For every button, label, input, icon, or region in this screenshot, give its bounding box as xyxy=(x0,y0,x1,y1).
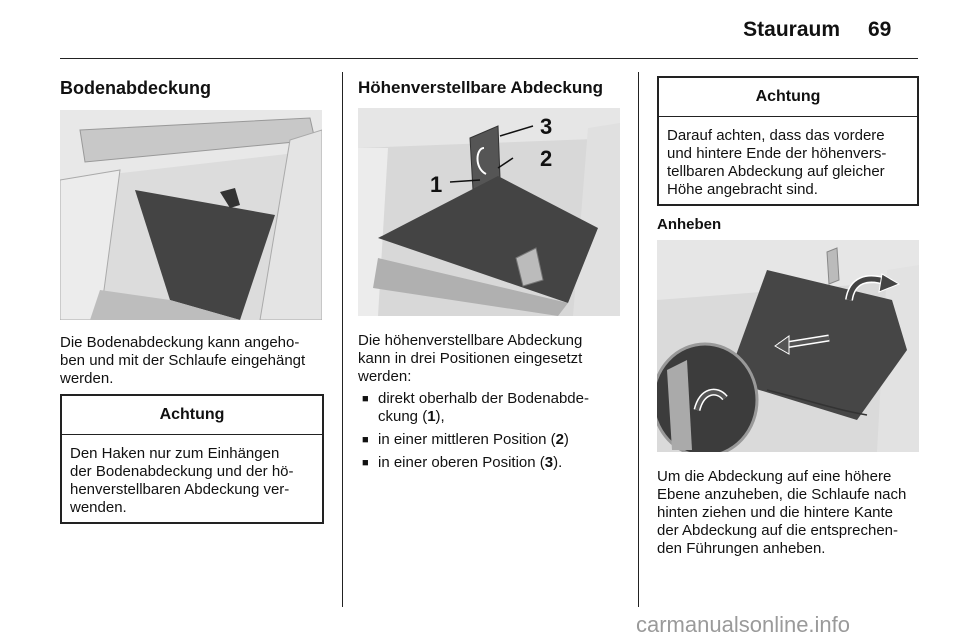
paragraph-floor-cover: Die Bodenabdeckung kann angeho- ben und mit der Schlaufe eingehängt werden. xyxy=(60,334,306,387)
paragraph-adjustable-cover: Die höhenverstellbare Abdeckung kann in drei Positionen eingesetzt werden: xyxy=(358,332,583,385)
column-divider-2 xyxy=(638,72,639,607)
warning-text: Darauf achten, dass das vordere und hintere Ende der höhenvers- tellbaren Abdeckung auf gleicher Höhe angebracht sind. xyxy=(667,127,887,198)
list-item: ■ in einer mittleren Position (2) xyxy=(360,431,630,449)
page-number: 69 xyxy=(868,18,892,41)
section-heading-bodenabdeckung: Bodenabdeckung xyxy=(60,78,212,98)
figure-floor-cover xyxy=(60,110,322,320)
paragraph-lifting: Um die Abdeckung auf eine höhere Ebene anzuheben, die Schlaufe nach hinten ziehen und die hintere Kante der Abdeckung auf die entsprechen- den Führungen anheben. xyxy=(657,468,907,557)
subheading-anheben: Anheben xyxy=(657,216,722,233)
list-item: ■ direkt oberhalb der Bodenabde- ckung (1), xyxy=(360,390,630,426)
column-divider-1 xyxy=(342,72,343,607)
warning-title: Achtung xyxy=(62,396,322,435)
watermark: carmanualsonline.info xyxy=(636,612,851,637)
figure-adjustable-cover xyxy=(358,108,620,316)
list-item: ■ in einer oberen Position (3). xyxy=(360,454,630,472)
page-title: Stauraum xyxy=(743,18,840,41)
callout-2: 2 xyxy=(540,146,553,171)
warning-box-1 xyxy=(60,394,324,524)
callout-3: 3 xyxy=(540,114,553,139)
figure-lifting xyxy=(657,240,919,452)
warning-title: Achtung xyxy=(659,78,917,117)
warning-text: Den Haken nur zum Einhängen der Bodenabdeckung und der hö- henverstellbaren Abdeckung ver- wenden. xyxy=(70,445,294,516)
warning-box-2 xyxy=(657,76,919,206)
section-heading-adjustable-cover: Höhenverstellbare Abdeckung xyxy=(358,78,603,97)
callout-1: 1 xyxy=(430,172,443,197)
header-rule xyxy=(60,58,918,59)
position-list xyxy=(360,390,630,477)
